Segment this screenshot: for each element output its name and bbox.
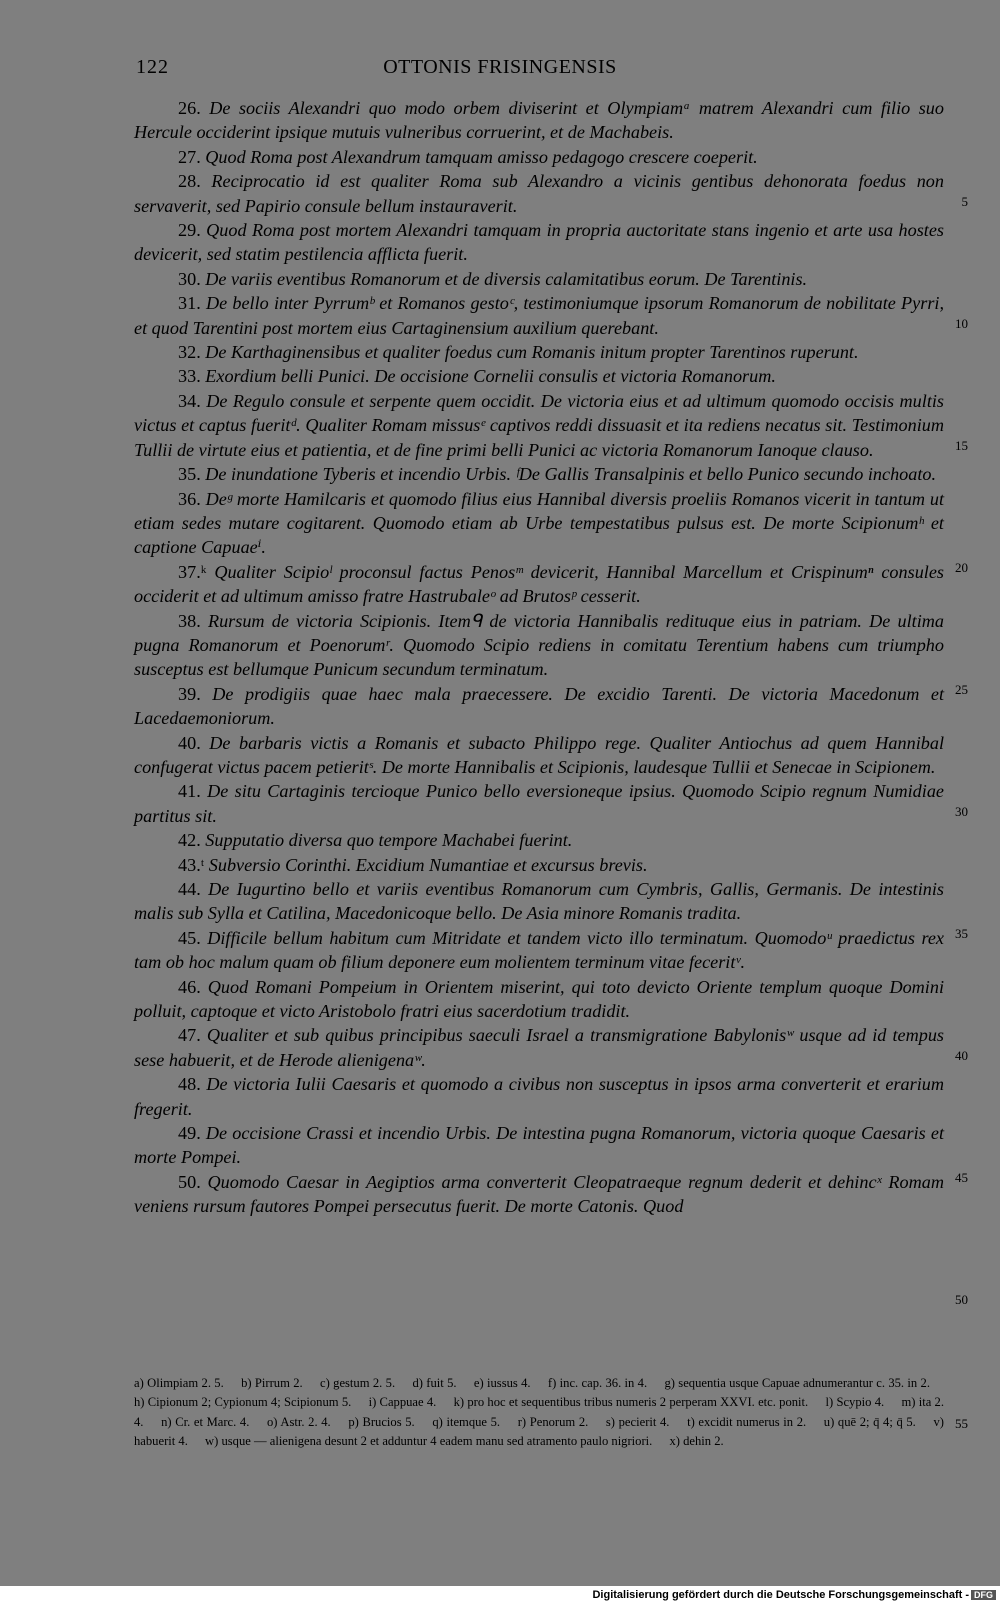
footnote: g) sequentia usque Capuae adnumerantur c. 35. in 2. <box>664 1376 930 1390</box>
chapter-entry <box>134 779 944 828</box>
chapter-summary: Reciprocatio id est qualiter Roma sub Alexandro a vicinis gentibus dehonorata foedus non servaverit, sed Papirio consule bellum instauraverit. <box>134 171 944 216</box>
chapter-number: 40. <box>178 732 201 753</box>
chapter-summary: De occisione Crassi et incendio Urbis. De intestina pugna Romanorum, victoria quoque Caesaris et morte Pompei. <box>134 1123 945 1168</box>
chapter-summary: Quomodo Caesar in Aegiptios arma converterit Cleopatraeque regnum dederit et dehincˣ Romam veniens rursum fautores Pompei persecutus fuerit. De morte Catonis. Quod <box>134 1171 944 1217</box>
footnote: x) dehin 2. <box>669 1433 724 1448</box>
chapter-number: 37.ᵏ <box>178 561 207 582</box>
chapter-entry <box>134 169 944 218</box>
chapter-entry <box>134 731 944 780</box>
line-number: 25 <box>955 682 968 697</box>
chapter-summary: Difficile bellum habitum cum Mitridate et tandem victo illo terminatum. Quomodoᵘ praedictus rex tam ob hoc malum quam ob filium deponere eum molientem terminum vitae feceritᵛ. <box>134 927 944 973</box>
chapter-entry <box>134 364 944 388</box>
chapter-summary: Quod Roma post mortem Alexandri tamquam in propria auctoritate stans ingenio et arte usa hostes devicerit, sed statim pestilencia afflicta fuerit. <box>134 220 945 265</box>
footnote: n) Cr. et Marc. 4. <box>161 1414 250 1429</box>
chapter-summary: De variis eventibus Romanorum et de diversis calamitatibus eorum. De Tarentinis. <box>205 268 808 289</box>
chapter-number: 43.ᵗ <box>178 854 205 875</box>
chapter-summary: Supputatio diversa quo tempore Machabei fuerint. <box>205 830 573 851</box>
footnote: v) habuerit 4. <box>134 1414 944 1448</box>
chapter-number: 46. <box>178 976 201 997</box>
chapter-number: 27. <box>178 146 201 167</box>
chapter-number: 30. <box>178 268 201 289</box>
chapter-number: 31. <box>178 293 201 314</box>
chapter-number: 50. <box>178 1171 201 1192</box>
chapter-summary: Exordium belli Punici. De occisione Cornelii consulis et victoria Romanorum. <box>205 366 776 387</box>
chapter-summary: De barbaris victis a Romanis et subacto Philippo rege. Qualiter Antiochus ad quem Hannibal confugerat victus pacem petieritˢ. De morte Hannibalis et Scipionis, laudesque Tullii et Senecae in Scipionem. <box>134 732 944 777</box>
chapter-number: 36. <box>178 488 201 509</box>
chapter-summary: De bello inter Pyrrumᵇ et Romanos gestoᶜ, testimoniumque ipsorum Romanorum de nobilitate Pyrri, et quod Tarentini post mortem eius Cartaginensium auxilium querebant. <box>134 293 944 338</box>
footnote: a) Olimpiam 2. 5. <box>134 1376 224 1390</box>
chapter-summary: De inundatione Tyberis et incendio Urbis. ᶠDe Gallis Transalpinis et bello Punico secundo inchoato. <box>205 464 937 485</box>
footnote: f) inc. cap. 36. in 4. <box>547 1376 648 1390</box>
footnote: m) ita 2. 4. <box>134 1395 945 1429</box>
footnote: b) Pirrum 2. <box>241 1376 303 1390</box>
chapter-entry <box>134 487 944 560</box>
chapter-number: 29. <box>178 220 201 241</box>
digitization-credit <box>592 1589 996 1601</box>
chapter-entry <box>134 682 944 731</box>
chapter-entry <box>134 389 944 462</box>
chapter-number: 38. <box>178 610 201 631</box>
footnote: s) pecierit 4. <box>605 1414 670 1429</box>
line-number: 10 <box>955 316 968 331</box>
line-number: 50 <box>955 1292 968 1307</box>
chapter-number: 34. <box>178 390 201 411</box>
line-number: 5 <box>961 194 968 209</box>
chapter-entry <box>134 877 944 926</box>
chapter-summary: De situ Cartaginis tercioque Punico bello eversioneque ipsius. Quomodo Scipio regnum Numidiae partitus sit. <box>134 781 944 826</box>
footnote: r) Penorum 2. <box>517 1414 589 1429</box>
chapter-summary: Quod Romani Pompeium in Orientem miserint, qui toto devicto Oriente templum quoque Domini polluit, captoque et victo Aristobolo fratri eius sacerdotium tradidit. <box>134 976 945 1022</box>
footnote: o) Astr. 2. 4. <box>267 1414 331 1429</box>
dfg-logo-icon: DFG <box>971 1590 996 1600</box>
chapter-entry <box>134 560 944 609</box>
chapter-entry <box>134 291 944 340</box>
chapter-entry <box>134 975 944 1024</box>
footnote: i) Cappuae 4. <box>368 1395 437 1410</box>
line-number: 30 <box>955 804 968 819</box>
chapter-number: 35. <box>178 464 201 485</box>
chapter-summary: Qualiter et sub quibus principibus saeculi Israel a transmigratione Babylonisʷ usque ad id tempus sese habuerit, et de Herode alienigenaʷ. <box>134 1025 944 1070</box>
chapter-summary: De Iugurtino bello et variis eventibus Romanorum cum Cymbris, Gallis, Germanis. De intestinis malis sub Sylla et Catilina, Macedonicoque bello. De Asia minore Romanis tradita. <box>134 879 945 924</box>
chapter-entry <box>134 462 944 486</box>
chapter-entry <box>134 828 944 852</box>
chapter-summary: Qualiter Scipioˡ proconsul factus Penosᵐ devicerit, Hannibal Marcellum et Crispinumⁿ consules occiderit et ad ultimum amisso fratre Hastrubaleᵒ ad Brutosᵖ cesserit. <box>134 561 944 607</box>
line-number: 15 <box>955 438 968 453</box>
footnote: u) quē 2; q̄ 4; q̄ 5. <box>823 1414 916 1429</box>
chapter-entry <box>134 1170 944 1219</box>
footnote-apparatus <box>134 1374 944 1451</box>
chapter-entry <box>134 853 944 877</box>
chapter-summary: De victoria Iulii Caesaris et quomodo a civibus non susceptus in ipsos arma converterit et erarium fregerit. <box>134 1074 945 1119</box>
chapter-entry <box>134 145 944 169</box>
footnote: t) excidit numerus in 2. <box>687 1414 807 1429</box>
chapter-number: 48. <box>178 1074 201 1095</box>
chapter-number: 32. <box>178 342 201 363</box>
chapter-summary: Quod Roma post Alexandrum tamquam amisso pedagogo crescere coeperit. <box>205 146 758 167</box>
chapter-number: 44. <box>178 879 201 899</box>
chapter-entry <box>134 267 944 291</box>
footnote: q) itemque 5. <box>432 1414 501 1429</box>
line-number: 35 <box>955 926 968 941</box>
line-number: 45 <box>955 1170 968 1185</box>
chapter-number: 28. <box>178 171 201 192</box>
chapter-summary: De sociis Alexandri quo modo orbem diviserint et Olympiamᵃ matrem Alexandri cum filio suo Hercule occiderint ipsique mutuis vulneribus corruerint, et de Machabeis. <box>134 98 944 143</box>
chapter-entry <box>134 340 944 364</box>
line-number: 40 <box>955 1048 968 1063</box>
chapter-entry <box>134 1023 944 1072</box>
footnote: p) Brucios 5. <box>348 1414 415 1429</box>
chapter-summary: Subversio Corinthi. Excidium Numantiae et excursus brevis. <box>208 854 648 875</box>
chapter-number: 49. <box>178 1123 201 1144</box>
chapter-number: 41. <box>178 781 201 802</box>
chapter-entry <box>134 96 944 145</box>
footnote: w) usque — alienigena desunt 2 et adduntur 4 eadem manu sed atramento paulo nigriori. <box>205 1433 653 1448</box>
chapter-entry <box>134 218 944 267</box>
page-number: 122 <box>136 56 169 78</box>
chapter-list <box>134 96 944 1219</box>
chapter-entry <box>134 926 944 975</box>
chapter-number: 39. <box>178 683 201 704</box>
footnote: c) gestum 2. 5. <box>320 1376 396 1390</box>
chapter-number: 26. <box>178 98 201 118</box>
footnote: l) Scypio 4. <box>825 1395 885 1410</box>
chapter-entry <box>134 609 944 682</box>
chapter-number: 45. <box>178 927 201 948</box>
footnote: e) iussus 4. <box>473 1376 531 1390</box>
footnote: k) pro hoc et sequentibus tribus numeris 2 perperam XXVI. etc. ponit. <box>453 1395 809 1410</box>
chapter-summary: Deᵍ morte Hamilcaris et quomodo filius eius Hannibal diversis proeliis Romanos vicerit in tantum ut etiam sedes mutare cogitarent. Quomodo etiam ab Urbe tempestatibus pulsus est. De morte Scipionumʰ et captione Capuaeⁱ. <box>134 488 945 558</box>
chapter-number: 42. <box>178 830 201 851</box>
chapter-entry <box>134 1072 944 1121</box>
credit-text: Digitalisierung gefördert durch die Deutsche Forschungsgemeinschaft - <box>592 1589 969 1601</box>
footnote: h) Cipionum 2; Cypionum 4; Scipionum 5. <box>134 1395 352 1410</box>
running-title: OTTONIS FRISINGENSIS <box>383 56 617 78</box>
chapter-summary: Rursum de victoria Scipionis. Itemᑫ de victoria Hannibalis redituque eius in patriam. De ultima pugna Romanorum et Poenorumʳ. Quomodo Scipio rediens in comitatu Terentium habens cum triumpho susceptus est bellumque Punicum secundum terminatum. <box>134 610 945 680</box>
footnote: d) fuit 5. <box>412 1376 457 1390</box>
chapter-number: 33. <box>178 366 201 387</box>
chapter-entry <box>134 1121 944 1170</box>
line-number: 55 <box>955 1416 968 1431</box>
chapter-summary: De prodigiis quae haec mala praecessere. De excidio Tarenti. De victoria Macedonum et Lacedaemoniorum. <box>134 683 945 729</box>
line-number: 20 <box>955 560 968 575</box>
chapter-number: 47. <box>178 1025 201 1046</box>
chapter-summary: De Karthaginensibus et qualiter foedus cum Romanis initum propter Tarentinos ruperunt. <box>205 342 859 363</box>
chapter-summary: De Regulo consule et serpente quem occidit. De victoria eius et ad ultimum quomodo occisis multis victus et captus fueritᵈ. Qualiter Romam missusᵉ captivos reddi dissuasit et ita rediens necatus sit. Testimonium Tullii de virtute eius et patientia, et de fine primi belli Punici ac victoria Romanorum Ianoque clauso. <box>134 390 944 460</box>
